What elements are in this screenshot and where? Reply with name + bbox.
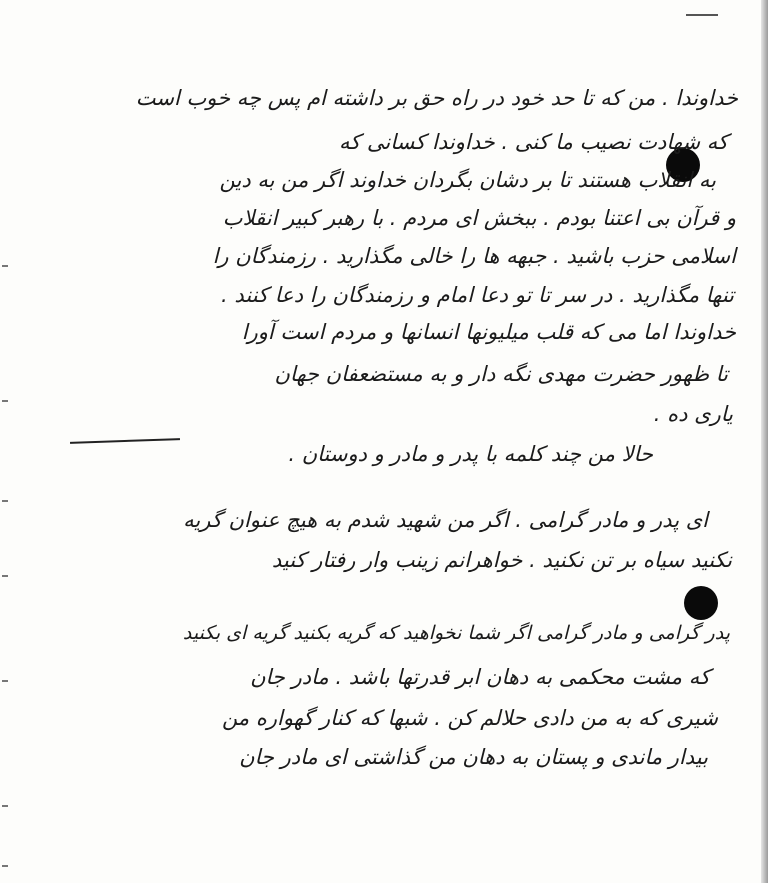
letter-line: پدر گرامی و مادر گرامی اگر شما نخواهید که گریه بکنید گریه ای بکنید [182,622,730,644]
punch-hole [684,586,718,620]
letter-line: به انقلاب هستند تا بر دشان بگردان خداوند اگر من به دین [219,168,716,192]
scan-mark [2,865,8,867]
letter-line: ای پدر و مادر گرامی . اگر من شهید شدم به هیچ عنوان گریه [183,508,708,532]
letter-line: و قرآن بی اعتنا بودم . ببخش ای مردم . با رهبر کبیر انقلاب [222,206,736,230]
letter-line: اسلامی حزب باشید . جبهه ها را خالی مگذارید . رزمندگان را [212,244,736,268]
letter-line: شیری که به من دادی حلالم کن . شبها که کنار گهواره من [221,706,718,730]
letter-line: که مشت محکمی به دهان ابر قدرتها باشد . مادر جان [250,665,710,689]
scan-mark [2,265,8,267]
letter-line: نکنید سیاه بر تن نکنید . خواهرانم زینب وار رفتار کنید [271,548,732,572]
letter-line: خداوندا . من که تا حد خود در راه حق بر داشته ام پس چه خوب است [135,86,738,110]
letter-line: تا ظهور حضرت مهدی نگه دار و به مستضعفان جهان [274,362,728,386]
letter-line: خداوندا اما می که قلب میلیونها انسانها و مردم است آورا [241,320,736,344]
scan-edge [761,0,768,883]
scan-mark [686,14,718,16]
letter-line: که شهادت نصیب ما کنی . خداوندا کسانی که [338,130,728,154]
letter-line: حالا من چند کلمه با پدر و مادر و دوستان . [288,442,653,466]
scan-mark [2,500,8,502]
letter-line: تنها مگذارید . در سر تا تو دعا امام و رزمندگان را دعا کنند . [221,283,734,307]
scan-mark [2,575,8,577]
scan-mark [2,680,8,682]
letter-line: بیدار ماندی و پستان به دهان من گذاشتی ای مادر جان [239,745,708,769]
scan-mark [2,805,8,807]
scan-mark [2,400,8,402]
letter-line: یاری ده . [653,402,733,426]
separator-stroke [70,438,180,444]
